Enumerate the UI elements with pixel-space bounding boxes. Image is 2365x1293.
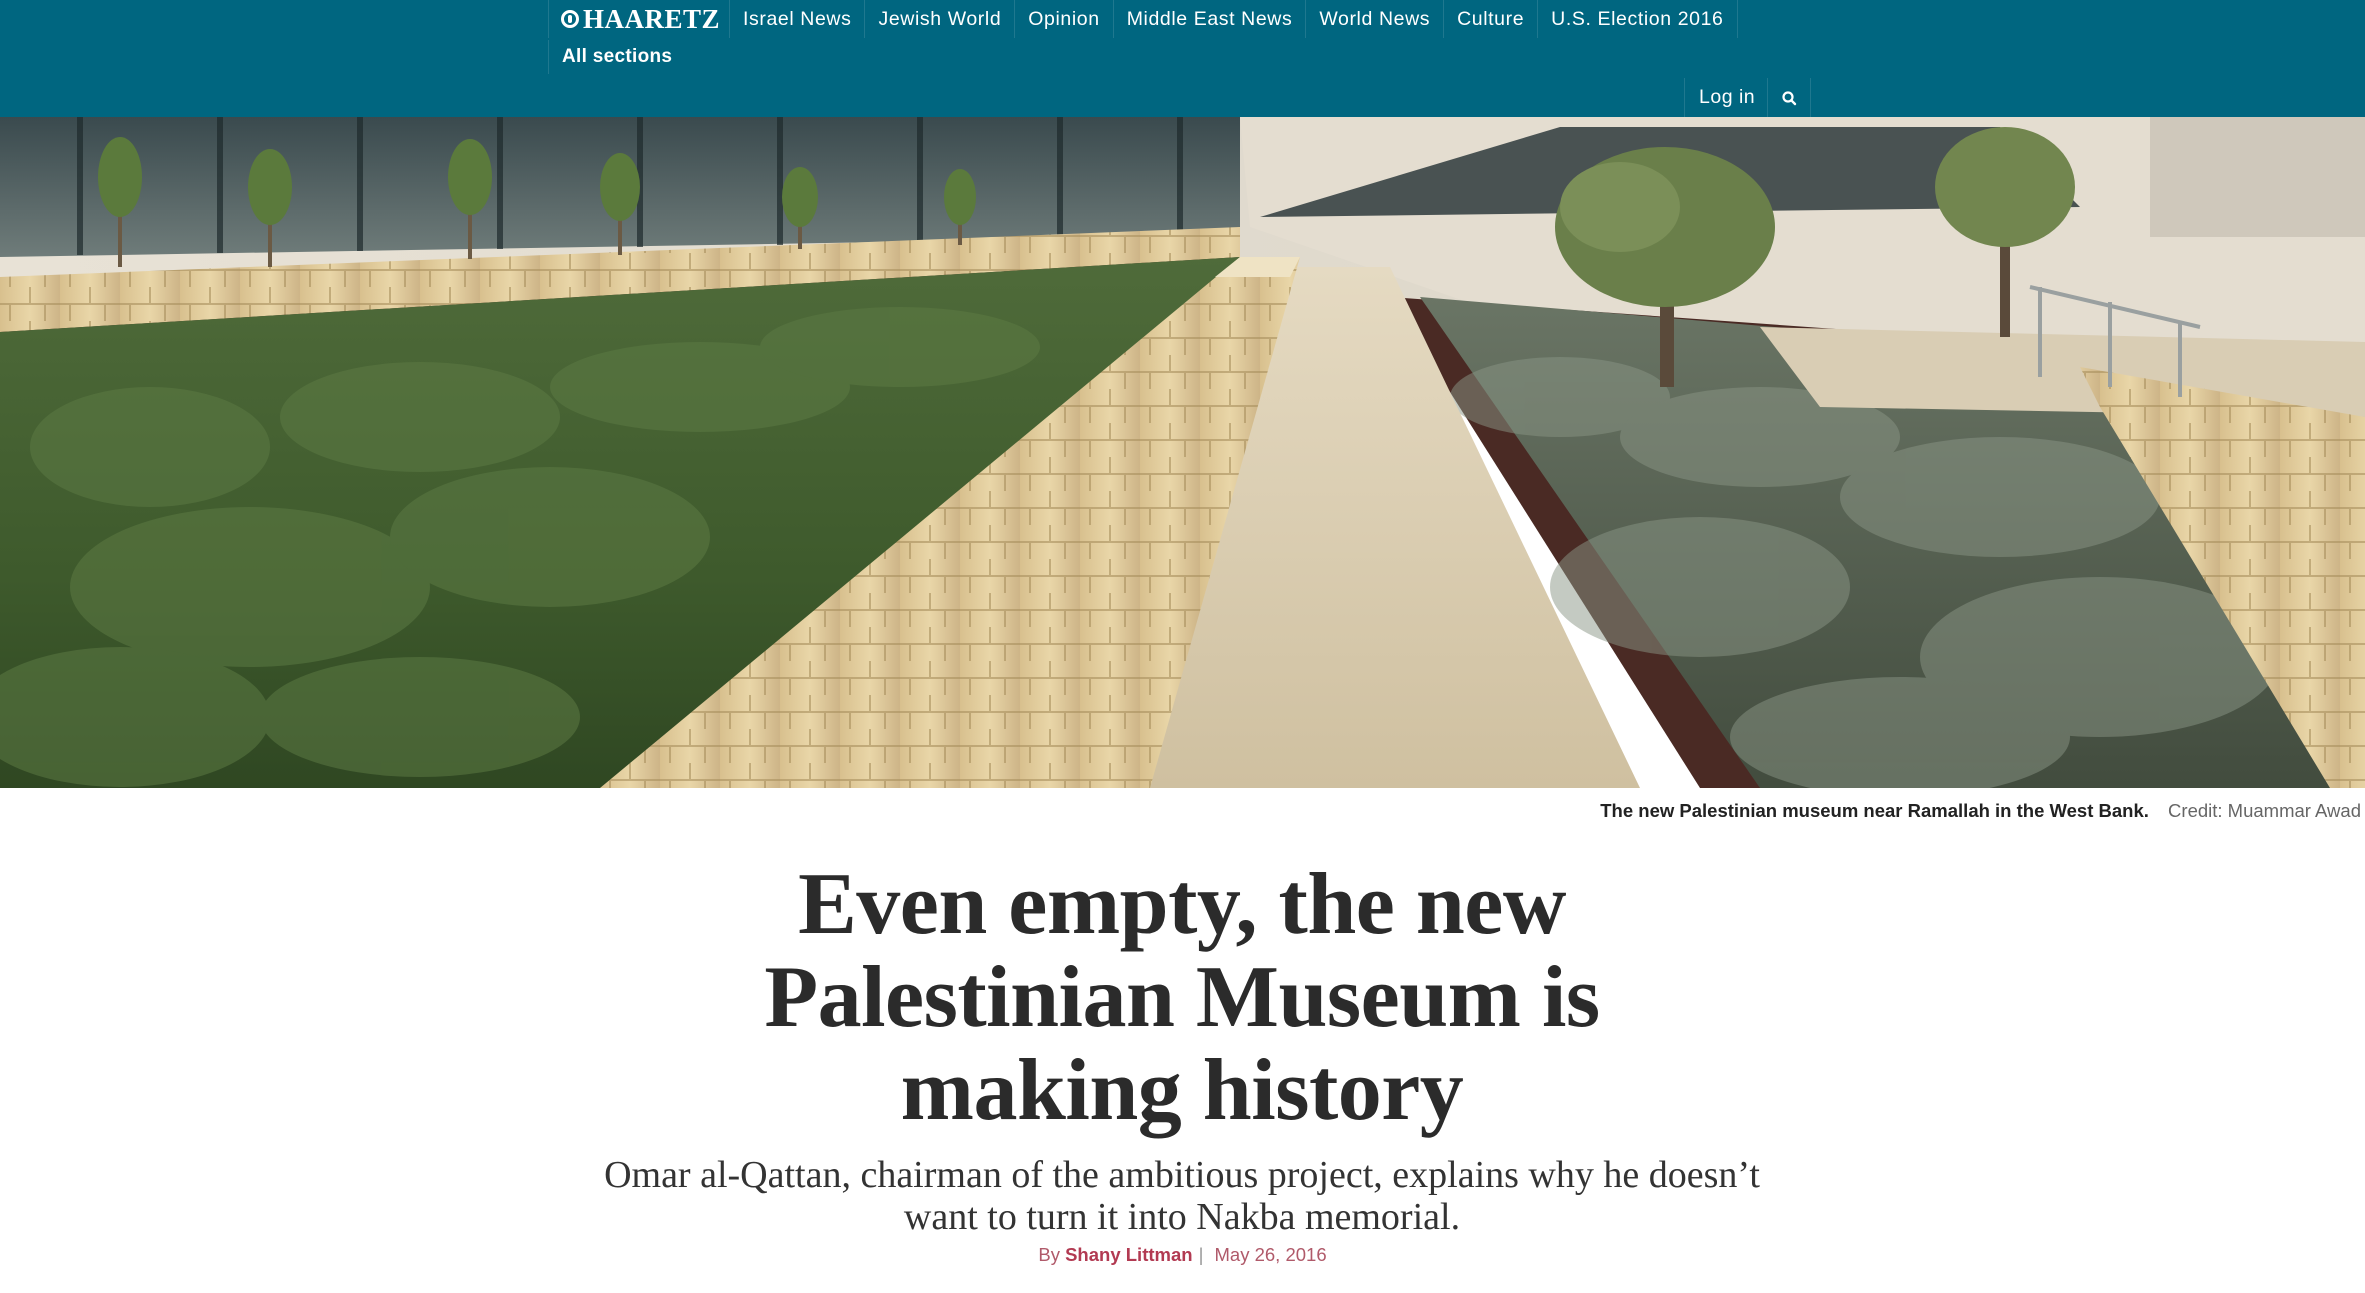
article-subheadline: Omar al-Qattan, chairman of the ambitious project, explains why he doesn’t want to turn it into Nakba memorial.: [604, 1154, 1760, 1238]
nav-middle-east-news[interactable]: Middle East News: [1113, 0, 1306, 38]
nav-jewish-world[interactable]: Jewish World: [864, 0, 1014, 38]
photo-credit: Credit: Muammar Awad: [2168, 800, 2361, 821]
search-icon: [1781, 90, 1797, 106]
publish-date: May 26, 2016: [1214, 1244, 1327, 1265]
byline-prefix: By: [1038, 1244, 1060, 1265]
nav-israel-news[interactable]: Israel News: [729, 0, 864, 38]
author-link[interactable]: Shany Littman: [1065, 1244, 1193, 1265]
byline: [0, 1244, 2365, 1266]
logo-icon: [561, 10, 579, 28]
article-headline: Even empty, the new Palestinian Museum is making history: [764, 856, 1600, 1139]
main-nav: [729, 0, 1738, 38]
nav-world-news[interactable]: World News: [1305, 0, 1443, 38]
nav-opinion[interactable]: Opinion: [1014, 0, 1112, 38]
image-caption: [1600, 800, 2361, 822]
haaretz-logo[interactable]: [548, 0, 732, 38]
all-sections-link[interactable]: All sections: [548, 40, 685, 74]
byline-separator: |: [1198, 1244, 1204, 1265]
logo-text: HAARETZ: [583, 3, 721, 34]
hero-image: [0, 117, 2365, 788]
search-button[interactable]: [1767, 78, 1811, 117]
nav-culture[interactable]: Culture: [1443, 0, 1537, 38]
nav-us-election-2016[interactable]: U.S. Election 2016: [1537, 0, 1737, 38]
site-header: [0, 0, 2365, 117]
caption-text: The new Palestinian museum near Ramallah in the West Bank.: [1600, 800, 2149, 821]
museum-garden-photo: [0, 117, 2365, 788]
login-button[interactable]: Log in: [1684, 78, 1769, 117]
